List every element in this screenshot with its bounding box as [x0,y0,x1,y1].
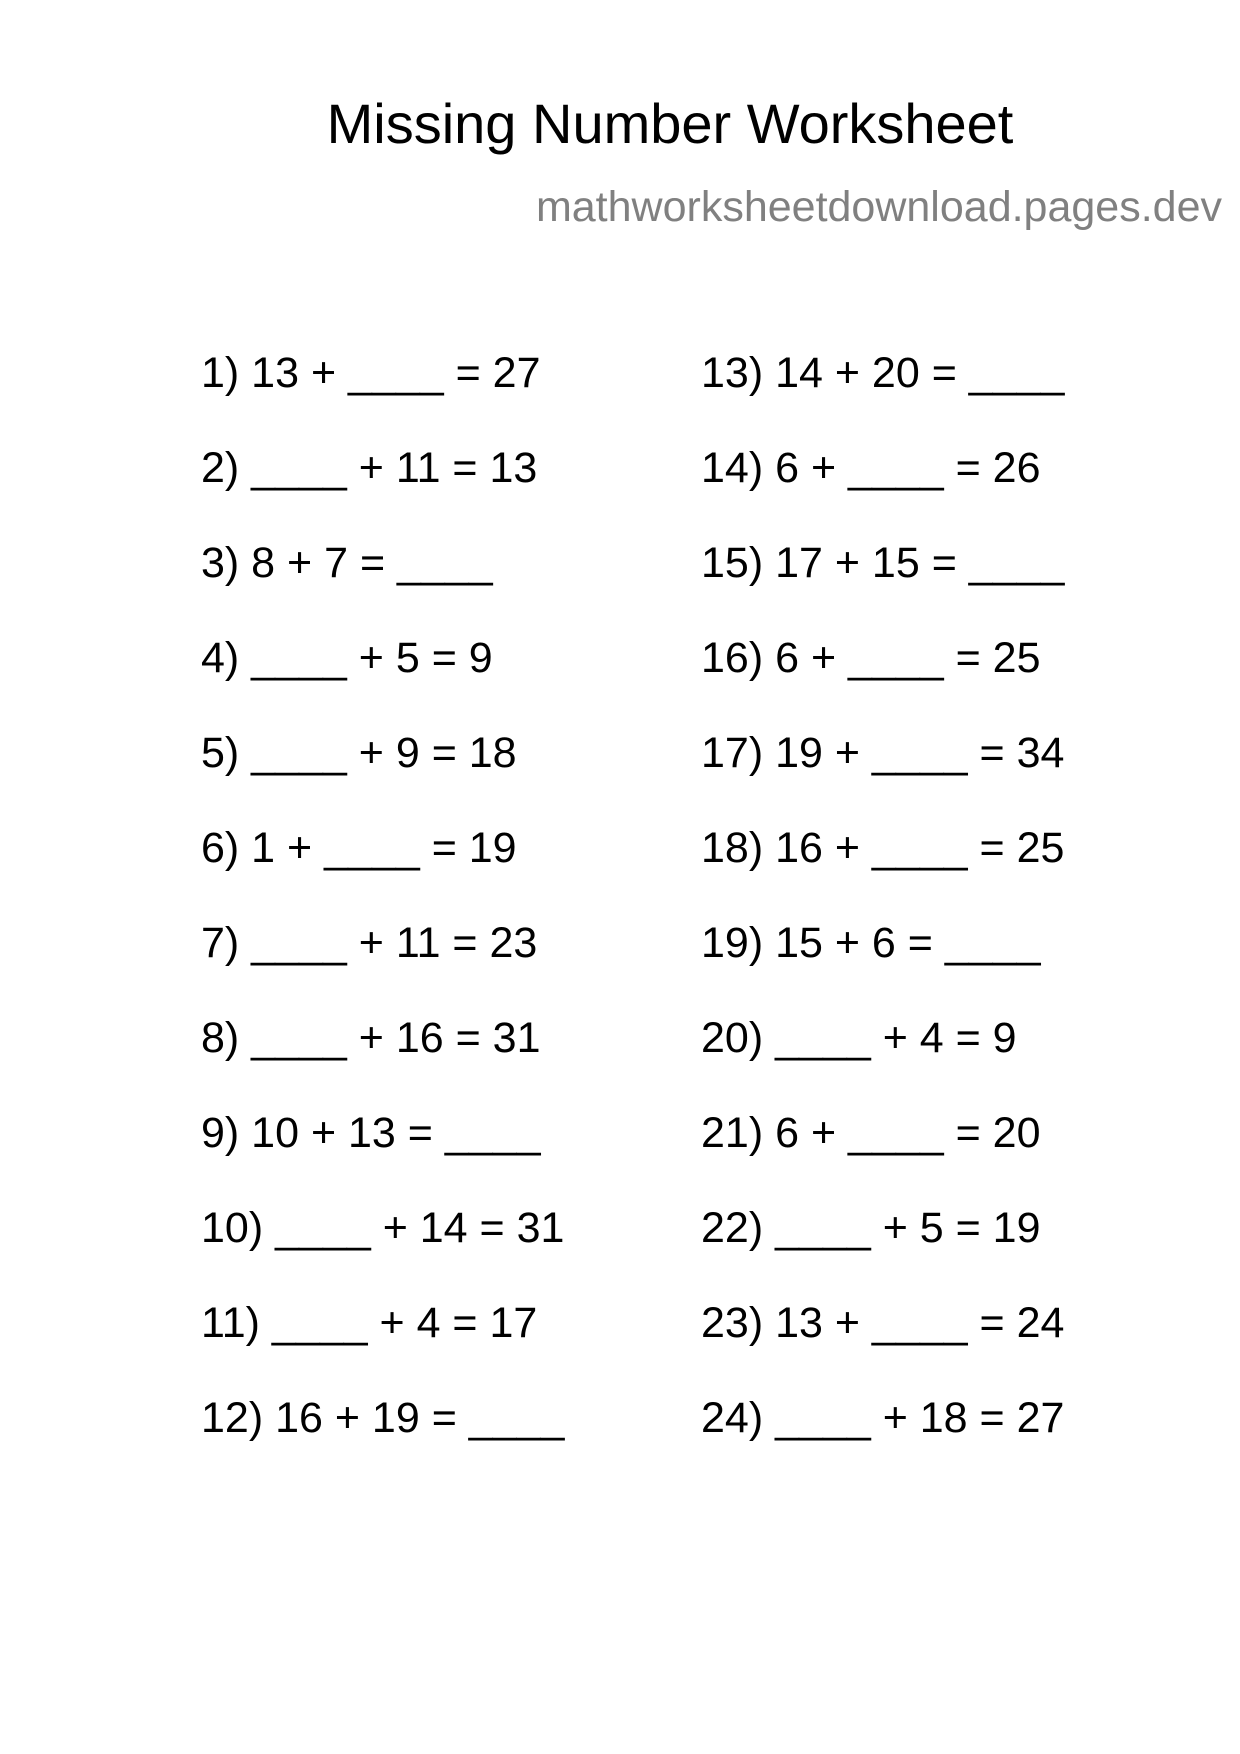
problem-7: 7) ____ + 11 = 23 [201,919,538,967]
problem-15: 15) 17 + 15 = ____ [701,539,1065,587]
problem-3: 3) 8 + 7 = ____ [201,539,493,587]
problem-14: 14) 6 + ____ = 26 [701,444,1041,492]
problem-10: 10) ____ + 14 = 31 [201,1204,565,1252]
problem-22: 22) ____ + 5 = 19 [701,1204,1041,1252]
problem-9: 9) 10 + 13 = ____ [201,1109,541,1157]
problem-23: 23) 13 + ____ = 24 [701,1299,1065,1347]
problem-1: 1) 13 + ____ = 27 [201,349,541,397]
problem-column-right [701,349,1065,1492]
problem-19: 19) 15 + 6 = ____ [701,919,1041,967]
problem-2: 2) ____ + 11 = 13 [201,444,538,492]
problem-8: 8) ____ + 16 = 31 [201,1014,541,1062]
problem-grid [0,349,1240,1452]
problem-12: 12) 16 + 19 = ____ [201,1394,565,1442]
problem-16: 16) 6 + ____ = 25 [701,634,1041,682]
problem-24: 24) ____ + 18 = 27 [701,1394,1065,1442]
site-url: mathworksheetdownload.pages.dev [535,183,1222,231]
problem-17: 17) 19 + ____ = 34 [701,729,1065,777]
problem-21: 21) 6 + ____ = 20 [701,1109,1041,1157]
worksheet-title: Missing Number Worksheet [326,92,1014,155]
problem-column-left [201,349,565,1492]
problem-18: 18) 16 + ____ = 25 [701,824,1065,872]
problem-11: 11) ____ + 4 = 17 [201,1299,538,1347]
problem-20: 20) ____ + 4 = 9 [701,1014,1017,1062]
problem-6: 6) 1 + ____ = 19 [201,824,517,872]
problem-13: 13) 14 + 20 = ____ [701,349,1065,397]
problem-5: 5) ____ + 9 = 18 [201,729,517,777]
problem-4: 4) ____ + 5 = 9 [201,634,493,682]
